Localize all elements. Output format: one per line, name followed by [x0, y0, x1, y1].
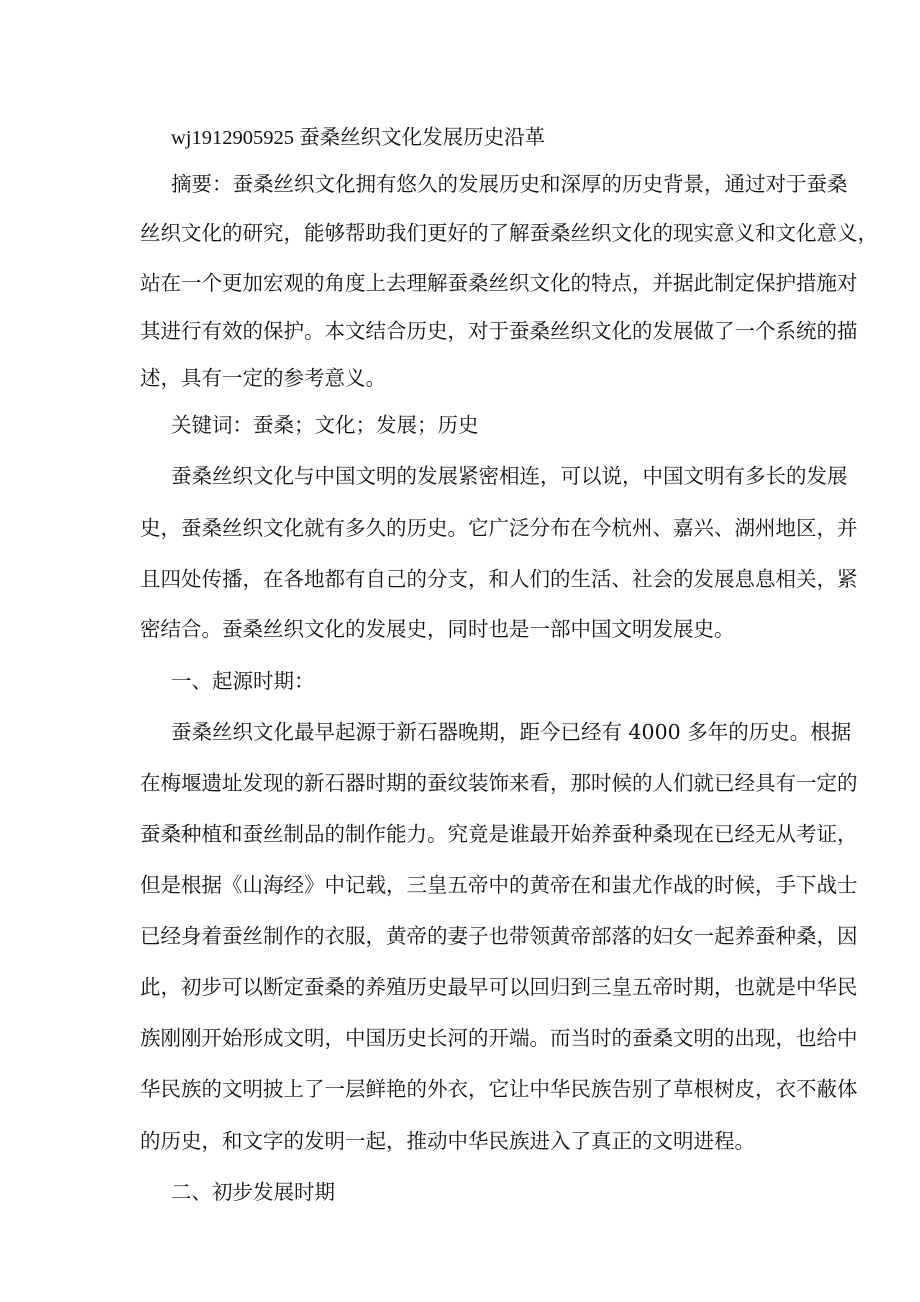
abstract-line: 丝织文化的研究，能够帮助我们更好的了解蚕桑丝织文化的现实意义和文化意义， — [140, 221, 878, 245]
section1-line: 的历史，和文字的发明一起，推动中华民族进入了真正的文明进程。 — [140, 1129, 755, 1153]
section1-line: 但是根据《山海经》中记载，三皇五帝中的黄帝在和蚩尤作战的时候，手下战士 — [140, 873, 858, 897]
section1-line: 已经身着蚕丝制作的衣服，黄帝的妻子也带领黄帝部落的妇女一起养蚕种桑，因 — [140, 924, 858, 948]
abstract-line: 其进行有效的保护。本文结合历史，对于蚕桑丝织文化的发展做了一个系统的描 — [140, 319, 858, 343]
section1-line: 华民族的文明披上了一层鲜艳的外衣，它让中华民族告别了草根树皮，衣不蔽体 — [140, 1077, 858, 1101]
section1-line: 蚕桑种植和蚕丝制品的制作能力。究竟是谁最开始养蚕种桑现在已经无从考证， — [140, 822, 858, 846]
intro-line: 史，蚕桑丝织文化就有多久的历史。它广泛分布在今杭州、嘉兴、湖州地区，并 — [140, 516, 858, 540]
section1-line: 此，初步可以断定蚕桑的养殖历史最早可以回归到三皇五帝时期，也就是中华民 — [140, 975, 858, 999]
abstract-line: 摘要：蚕桑丝织文化拥有悠久的发展历史和深厚的历史背景，通过对于蚕桑 — [171, 172, 848, 196]
abstract-line: 述，具有一定的参考意义。 — [140, 366, 386, 390]
section-heading: 一、起源时期： — [171, 669, 315, 693]
section1-line: 在梅堰遗址发现的新石器时期的蚕纹装饰来看，那时候的人们就已经具有一定的 — [140, 771, 858, 795]
intro-line: 密结合。蚕桑丝织文化的发展史，同时也是一部中国文明发展史。 — [140, 617, 735, 641]
keywords: 关键词：蚕桑；文化；发展；历史 — [171, 413, 479, 437]
document-title: wj1912905925 蚕桑丝织文化发展历史沿革 — [171, 127, 546, 149]
section1-line: 蚕桑丝织文化最早起源于新石器晚期，距今已经有 4000 多年的历史。根据 — [171, 720, 852, 744]
section-heading: 二、初步发展时期 — [171, 1180, 335, 1204]
intro-line: 且四处传播，在各地都有自己的分支，和人们的生活、社会的发展息息相关，紧 — [140, 567, 858, 591]
abstract-line: 站在一个更加宏观的角度上去理解蚕桑丝织文化的特点，并据此制定保护措施对 — [140, 271, 858, 295]
intro-line: 蚕桑丝织文化与中国文明的发展紧密相连，可以说，中国文明有多长的发展 — [171, 464, 848, 488]
section1-line: 族刚刚开始形成文明，中国历史长河的开端。而当时的蚕桑文明的出现，也给中 — [140, 1026, 858, 1050]
